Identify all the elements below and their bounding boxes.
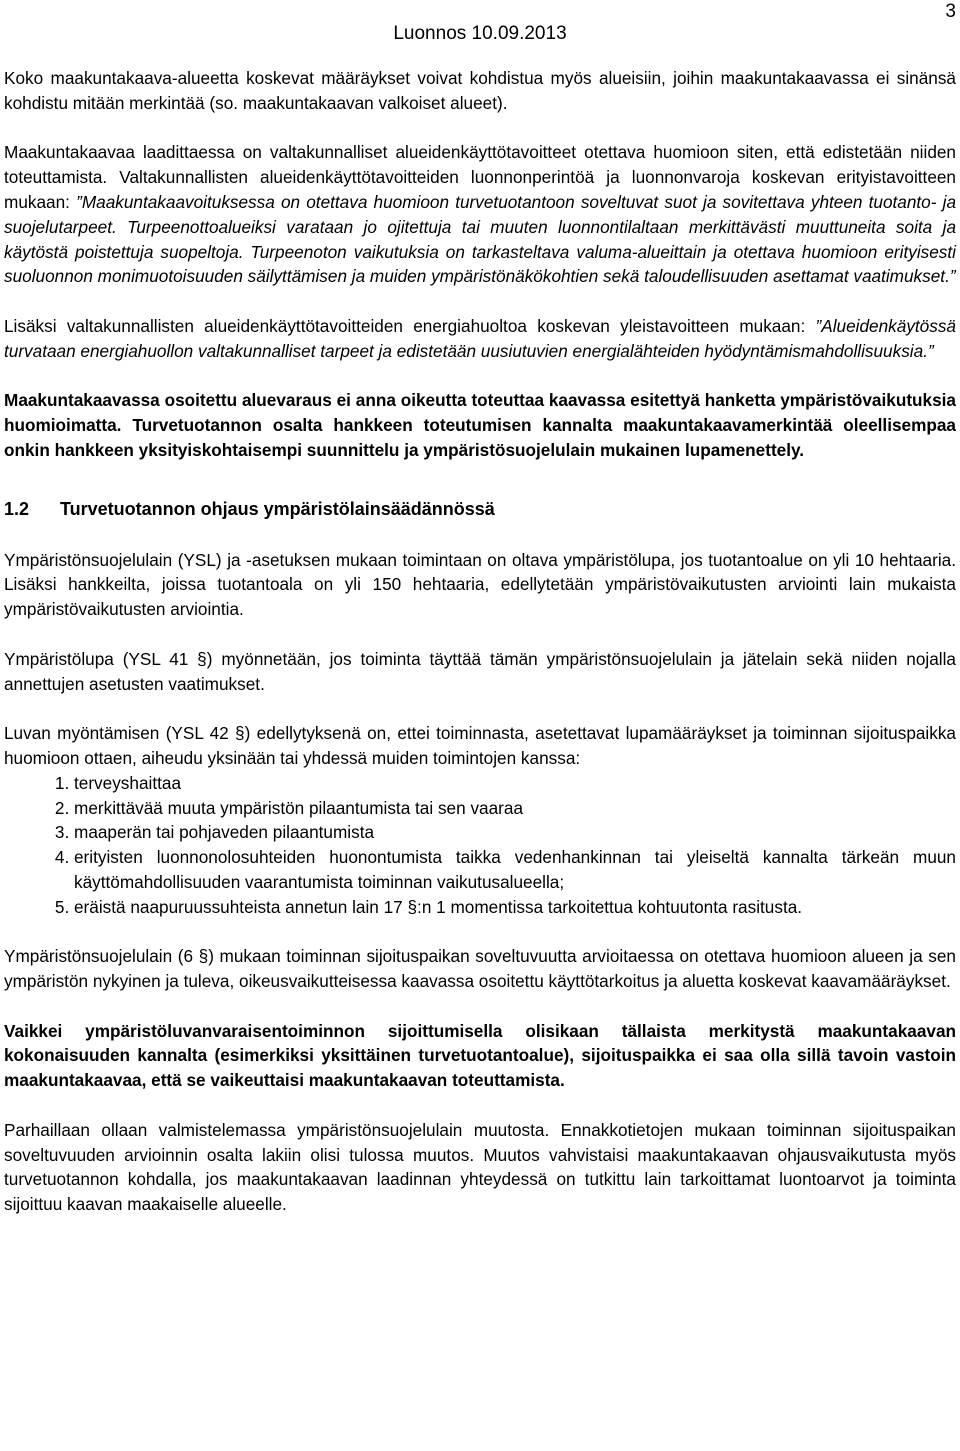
- list-item: 1. terveyshaittaa: [74, 771, 956, 796]
- list-item: 4. erityisten luonnonolosuhteiden huonontumista taikka vedenhankinnan tai yleiseltä kannalta tärkeän muun käyttömahdollisuuden vaarantumista toiminnan vaikutusalueella;: [74, 845, 956, 895]
- list-item: 5. eräistä naapuruussuhteista annetun lain 17 §:n 1 momentissa tarkoitettua kohtuutonta rasitusta.: [74, 895, 956, 920]
- paragraph-environmental-permit-requirement: Ympäristönsuojelulain (YSL) ja -asetuksen mukaan toimintaan on oltava ympäristölupa, jos tuotantoalue on yli 10 hehtaaria. Lisäksi hankkeilta, joissa tuotantoala on yli 150 hehtaaria, edellytetään ympäristövaikutusten arviointi lain mukaista ympäristövaikutusten arviointia.: [4, 549, 956, 620]
- paragraph-permit-conditions: Luvan myöntämisen (YSL 42 §) edellytyksenä on, ettei toiminnasta, asetettavat lupamääräykset ja toiminnan sijoituspaikka huomioon ottaen, aiheudu yksinään tai yhdessä muiden toimintojen kanssa:: [4, 723, 956, 768]
- draft-label: Luonnos 10.09.2013: [393, 23, 567, 44]
- section-heading: [4, 497, 956, 522]
- paragraph-site-suitability: Ympäristönsuojelulain (6 §) mukaan toiminnan sijoituspaikan soveltuvuutta arvioitaessa on otettava huomioon alueen ja sen ympäristön nykyinen ja tuleva, oikeusvaikutteisessa kaavassa osoitettu käyttötarkoitus ja aluetta koskevat kaavamääräykset.: [4, 946, 956, 992]
- paragraph-law-amendment: Parhaillaan ollaan valmistelemassa ympäristönsuojelulain muutosta. Ennakkotietojen mukaan toiminnan sijoituspaikan soveltuvuuden arvioinnin osalta lakiin olisi tulossa muutos. Muutos vahvistaisi maakuntakaavan ohjausvaikutusta myös turvetuotannon kohdalla, jos maakuntakaavan laadinnan yhteydessä on tutkittu lain tarkoittamat luontoarvot ja toiminta sijoittuu kaavan maakaiselle alueelle.: [4, 1119, 956, 1215]
- list-item: 3. maaperän tai pohjaveden pilaantumista: [74, 820, 956, 845]
- paragraph-text: Lisäksi valtakunnallisten alueidenkäyttötavoitteiden energiahuoltoa koskevan yleistavoitteen mukaan:: [4, 315, 816, 336]
- document-body: [4, 66, 956, 1242]
- quoted-objective: ”Maakuntakaavoituksessa on otettava huomioon turvetuotantoon soveltuvat suot ja sovitettava yhteen tuotanto- ja suojelutarpeet. Turpeenottoalueiksi varataan jo ojitettuja tai muuten luonnontilaltaan merkittävästi muuttuneita soita ja käytöstä poistettuja suopeltoja. Turpeenoton vaikutuksia on tarkasteltava valuma-alueittain ja otettava huomioon erityisesti suoluonnon monimuotoisuuden säilyttämisen ja muiden ympäristönäkökohtien sekä taloudellisuuden asettamat vaatimukset.”: [4, 191, 957, 287]
- quoted-objective: ”Alueidenkäytössä turvataan energiahuollon valtakunnalliset tarpeet ja edistetään uusiutuvien energialähteiden hyödyntämismahdollisuuksia.”: [4, 315, 956, 361]
- page-number: 3: [945, 1, 956, 22]
- section-number: 1.2: [4, 498, 30, 519]
- condition-list: [4, 771, 956, 920]
- paragraph-text: Maakuntakaavaa laadittaessa on valtakunnalliset alueidenkäyttötavoitteet otettava huomioon siten, että edistetään niiden toteuttamista. Valtakunnallisten alueidenkäyttötavoitteiden luonnonperintöä ja luonnonvaroja koskevan erityistavoitteen mukaan:: [4, 142, 956, 212]
- paragraph-regional-plan-scope: Koko maakuntakaava-alueetta koskevat määräykset voivat kohdistua myös alueisiin, joihin maakuntakaavassa ei sinänsä kohdistu mitään merkintää (so. maakuntakaavan valkoiset alueet).: [4, 68, 956, 113]
- paragraph-permit-granting: Ympäristölupa (YSL 41 §) myönnetään, jos toiminta täyttää tämän ympäristönsuojelulain ja jätelain sekä niiden nojalla annettujen asetusten vaatimukset.: [4, 648, 956, 694]
- section-title: Turvetuotannon ohjaus ympäristölainsäädännössä: [60, 498, 495, 519]
- list-item: 2. merkittävää muuta ympäristön pilaantumista tai sen vaaraa: [74, 796, 956, 821]
- paragraph-energy-objective: [4, 314, 956, 364]
- paragraph-area-reservation: Maakuntakaavassa osoitettu aluevaraus ei anna oikeutta toteuttaa kaavassa esitettyä hanketta ympäristövaikutuksia huomioimatta. Turvetuotannon osalta hankkeen toteutumisen kannalta maakuntakaavamerkintää oleellisempaa onkin hankkeen yksityiskohtaisempi suunnittelu ja ympäristösuojelulain mukainen lupamenettely.: [4, 390, 956, 460]
- paragraph-location-significance: Vaikkei ympäristöluvanvaraisentoiminnon sijoittumisella olisikaan tällaista merkitystä maakuntakaavan kokonaisuuden kannalta (esimerkiksi yksittäinen turvetuotantoalue), sijoituspaikka ei saa olla sillä tavoin vastoin maakuntakaavaa, että se vaikeuttaisi maakuntakaavan toteuttamista.: [4, 1020, 956, 1091]
- paragraph-national-objectives: [4, 140, 956, 289]
